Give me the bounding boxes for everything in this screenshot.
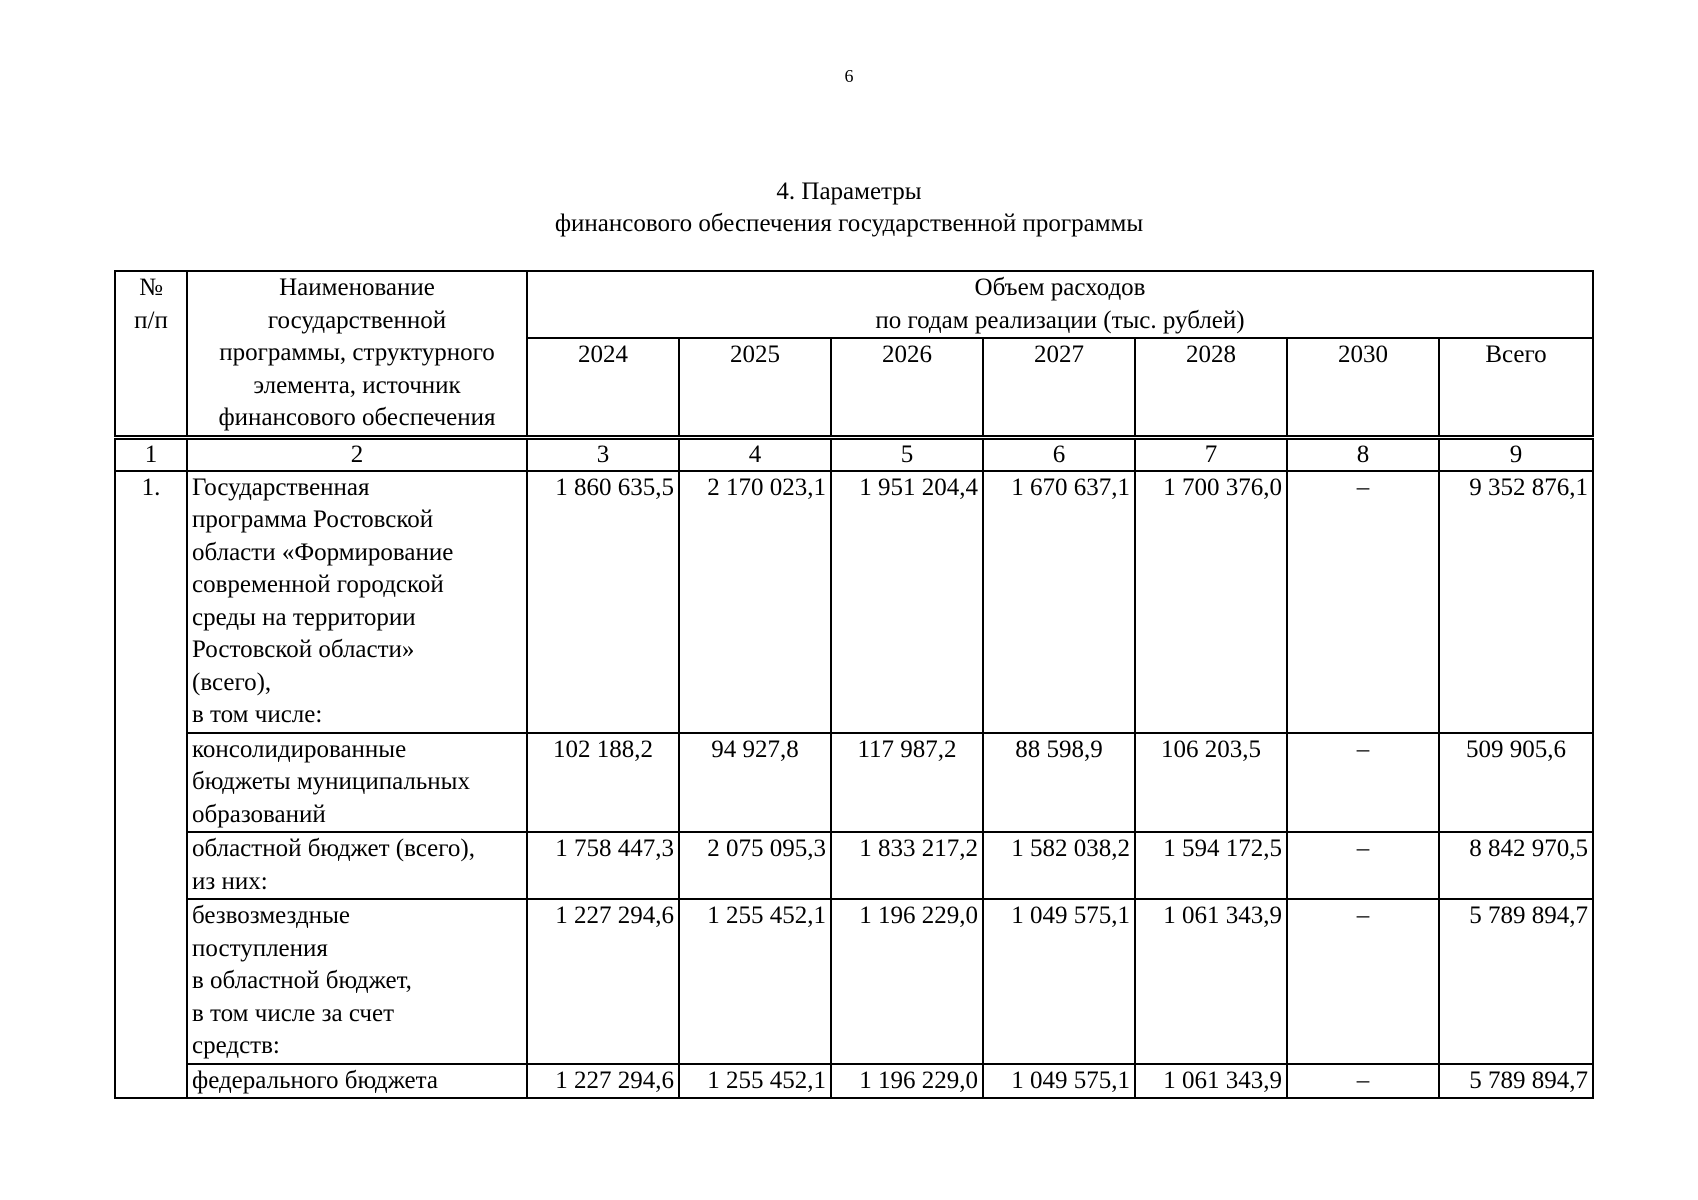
row-name-line: консолидированные <box>192 735 407 763</box>
value-cell: 1 227 294,6 <box>527 899 679 1064</box>
row-name <box>187 899 527 1064</box>
value-cell: 1 860 635,5 <box>527 471 679 733</box>
value-cell: 1 670 637,1 <box>983 471 1135 733</box>
value-cell: 1 049 575,1 <box>983 899 1135 1064</box>
column-number: 3 <box>527 437 679 471</box>
table-row <box>115 899 1593 1064</box>
value-cell: 1 700 376,0 <box>1135 471 1287 733</box>
value-cell: 94 927,8 <box>679 733 831 833</box>
header-year: 2030 <box>1287 338 1439 437</box>
header-volume <box>527 271 1593 338</box>
row-name-line: современной городской <box>192 571 444 598</box>
header-row-1 <box>115 271 1593 338</box>
column-number: 9 <box>1439 437 1593 471</box>
value-cell: 2 170 023,1 <box>679 471 831 733</box>
header-col-name <box>187 271 527 437</box>
value-cell: 1 049 575,1 <box>983 1064 1135 1099</box>
section-title <box>0 176 1698 240</box>
header-name-line: государственной <box>267 306 447 334</box>
value-cell: 1 196 229,0 <box>831 1064 983 1099</box>
table-row <box>115 1064 1593 1099</box>
row-name-line: безвозмездные <box>192 902 350 929</box>
row-name-line: поступления <box>192 934 328 962</box>
row-name-line: программа Ростовской <box>192 506 434 533</box>
financing-table <box>114 270 1594 1099</box>
header-no-line-1: № <box>139 274 163 301</box>
row-name <box>187 471 527 733</box>
column-number: 2 <box>187 437 527 471</box>
header-year: 2028 <box>1135 338 1287 437</box>
header-name-line: финансового обеспечения <box>218 404 496 431</box>
table-row <box>115 733 1593 833</box>
value-cell: 1 061 343,9 <box>1135 899 1287 1064</box>
value-cell: 1 594 172,5 <box>1135 832 1287 899</box>
header-name-line: элемента, источник <box>253 371 461 399</box>
column-number: 6 <box>983 437 1135 471</box>
row-name-line: средств: <box>192 1032 280 1059</box>
value-cell: 5 789 894,7 <box>1439 899 1593 1064</box>
header-name-line: Наименование <box>279 274 435 301</box>
row-name-line: Ростовской области» <box>192 636 415 663</box>
row-name <box>187 733 527 833</box>
column-number: 1 <box>115 437 187 471</box>
value-cell: 2 075 095,3 <box>679 832 831 899</box>
page-number: 6 <box>844 66 854 86</box>
row-name-line: бюджеты муниципальных <box>192 768 470 795</box>
row-name-line: образований <box>192 800 326 828</box>
value-cell: 1 833 217,2 <box>831 832 983 899</box>
row-name-line: области «Формирование <box>192 538 454 566</box>
title-line-1: 4. Параметры <box>776 178 922 205</box>
value-cell: 1 255 452,1 <box>679 1064 831 1099</box>
value-cell: 1 196 229,0 <box>831 899 983 1064</box>
column-number: 8 <box>1287 437 1439 471</box>
header-name-line: программы, структурного <box>219 339 495 366</box>
column-number: 5 <box>831 437 983 471</box>
value-cell: 509 905,6 <box>1439 733 1593 833</box>
header-volume-line-2: по годам реализации (тыс. рублей) <box>875 306 1245 334</box>
row-name-line: среды на территории <box>192 603 416 631</box>
value-cell: 1 951 204,4 <box>831 471 983 733</box>
row-name-line: (всего), <box>192 668 272 696</box>
row-name-line: областной бюджет (всего), <box>192 835 475 862</box>
table-row <box>115 471 1593 733</box>
header-year: 2024 <box>527 338 679 437</box>
value-cell: 1 061 343,9 <box>1135 1064 1287 1099</box>
value-cell: 106 203,5 <box>1135 733 1287 833</box>
value-cell: 1 758 447,3 <box>527 832 679 899</box>
header-total: Всего <box>1439 338 1593 437</box>
value-cell: – <box>1287 471 1439 733</box>
value-cell: – <box>1287 899 1439 1064</box>
value-cell: 9 352 876,1 <box>1439 471 1593 733</box>
value-cell: 1 255 452,1 <box>679 899 831 1064</box>
value-cell: – <box>1287 1064 1439 1099</box>
header-col-no <box>115 271 187 437</box>
row-name-line: Государственная <box>192 473 370 501</box>
header-year: 2026 <box>831 338 983 437</box>
row-name <box>187 832 527 899</box>
row-name <box>187 1064 527 1099</box>
value-cell: 102 188,2 <box>527 733 679 833</box>
column-number: 7 <box>1135 437 1287 471</box>
title-line-2: финансового обеспечения государственной программы <box>554 210 1144 237</box>
value-cell: 1 227 294,6 <box>527 1064 679 1099</box>
column-number-row <box>115 437 1593 471</box>
row-name-line: в том числе: <box>192 701 323 728</box>
value-cell: – <box>1287 733 1439 833</box>
header-volume-line-1: Объем расходов <box>974 274 1146 301</box>
value-cell: – <box>1287 832 1439 899</box>
value-cell: 5 789 894,7 <box>1439 1064 1593 1099</box>
row-number: 1. <box>115 471 187 1099</box>
table-row <box>115 832 1593 899</box>
header-no-line-2: п/п <box>134 306 168 334</box>
header-year: 2027 <box>983 338 1135 437</box>
value-cell: 117 987,2 <box>831 733 983 833</box>
row-name-line: в областной бюджет, <box>192 967 412 994</box>
row-name-line: из них: <box>192 867 268 895</box>
row-name-line: федерального бюджета <box>192 1066 438 1094</box>
value-cell: 88 598,9 <box>983 733 1135 833</box>
row-name-line: в том числе за счет <box>192 999 395 1027</box>
header-year: 2025 <box>679 338 831 437</box>
value-cell: 1 582 038,2 <box>983 832 1135 899</box>
column-number: 4 <box>679 437 831 471</box>
value-cell: 8 842 970,5 <box>1439 832 1593 899</box>
